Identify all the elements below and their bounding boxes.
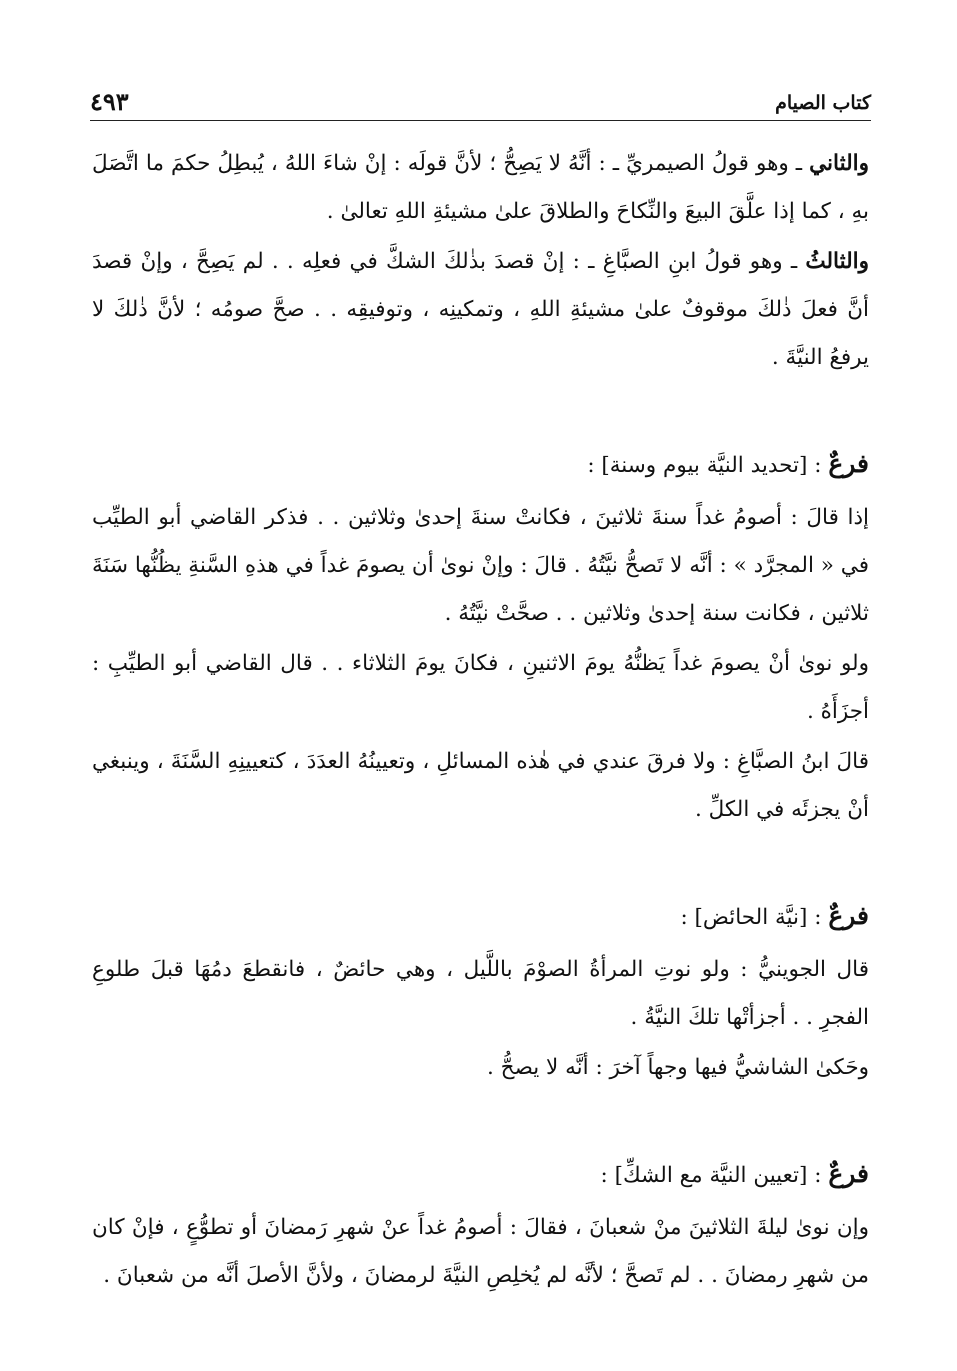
section-title: : [نيَّة الحائض] : [680,905,829,930]
paragraph: ولو نوىٰ أنْ يصومَ غداً يَظنُّهُ يومَ الاثنينِ ، فكانَ يومَ الثلاثاء . . قال القاضي أبو الطيِّبِ : أجزَأَهُ . [92,651,869,724]
paragraph-third-opinion [92,238,869,382]
section-title: : [تحديد النيَّة بيوم وسنة] : [587,453,829,478]
paragraph: إذا قالَ : أصومُ غداً سنةَ ثلاثينَ ، فكانتْ سنةَ إحدىٰ وثلاثين . . فذكر القاضي أبو الطيِّب في « المجرَّد » : أنَّه لا تَصحُّ نيَّتُهُ . قالَ : وإنْ نوىٰ أن يصومَ غداً في هذهِ السَّنةِ يظُنُّها سَنَةَ ثلاثين ، فكانت سنة إحدىٰ وثلاثين . . صحَّتْ نيَّتُهُ . [92,505,869,626]
section-intention-day-year [92,440,869,834]
section-label: فرعٌ [828,449,869,478]
paragraph-text: ـ وهو قولُ ابنِ الصبَّاغِ ـ : إنْ قصدَ بذٰلكَ الشكَّ في فعلِه . . لم يَصِحَّ ، وإنْ قصدَ أنَّ فعلَ ذٰلكَ موقوفٌ علىٰ مشيئةِ اللهِ ، وتمكينِه ، وتوفيقِه . . صحَّ صومُه ؛ لأنَّ ذٰلكَ لا يرفعُ النيَّةَ . [92,249,869,370]
paragraph-second-opinion [92,140,869,236]
page-number: ٤٩٣ [90,87,129,116]
paragraph-text: ـ وهو قولُ الصيمريِّ ـ : أنَّهُ لا يَصِحُّ ؛ لأنَّ قولَه : إنْ شاءَ اللهُ ، يُبطِلُ حكمَ ما اتَّصَلَ بهِ ، كما إذا علَّقَ البيعَ والنِّكاحَ والطلاقَ علىٰ مشيئةِ اللهِ تعالىٰ . [92,151,869,224]
paragraph: وحَكىٰ الشاشيُّ فيها وجهاً آخرَ : أنَّه لا يصحُّ . [487,1055,869,1080]
paragraph-lead: والثالثُ [805,249,869,274]
running-title: كتاب الصيام [775,92,871,114]
paragraph-lead: والثاني [809,151,869,176]
paragraph: قال الجوينيُّ : ولو نوتِ المرأةُ الصوْمَ باللَّيل ، وهي حائضٌ ، فانقطعَ دمُهَا قبلَ طلوعِ الفجرِ . . أجزأتْها تلكَ النيَّةُ . [92,957,869,1030]
section-label: فرعٌ [828,1159,869,1188]
page-header [90,86,871,121]
section-menstruating-intention [92,892,869,1092]
paragraph: وإن نوىٰ ليلةَ الثلاثينَ منْ شعبانَ ، فقالَ : أصومُ غداً عنْ شهرِ رَمضانَ أو تطوُّعٍ ، فإنْ كان من شهرِ رمضانَ . . لم تَصحَّ ؛ لأنَّه لم يُخلِصِ النيَّةَ لرمضانَ ، ولأنَّ الأصلَ أنَّه من شعبانَ . [92,1215,869,1288]
section-intention-with-doubt [92,1150,869,1300]
paragraph: قالَ ابنُ الصبَّاغِ : ولا فرقَ عندي في هٰذه المسائلِ ، وتعيينُهُ العدَدَ ، كتعيينِهِ السَّنَةَ ، وينبغي أنْ يجزئَه في الكلِّ . [92,749,869,822]
section-label: فرعٌ [828,901,869,930]
page-body [92,140,869,1300]
section-title: : [تعيين النيَّة مع الشكِّ] : [600,1163,829,1188]
section-heading [92,1150,869,1200]
section-heading [92,440,869,490]
section-heading [92,892,869,942]
